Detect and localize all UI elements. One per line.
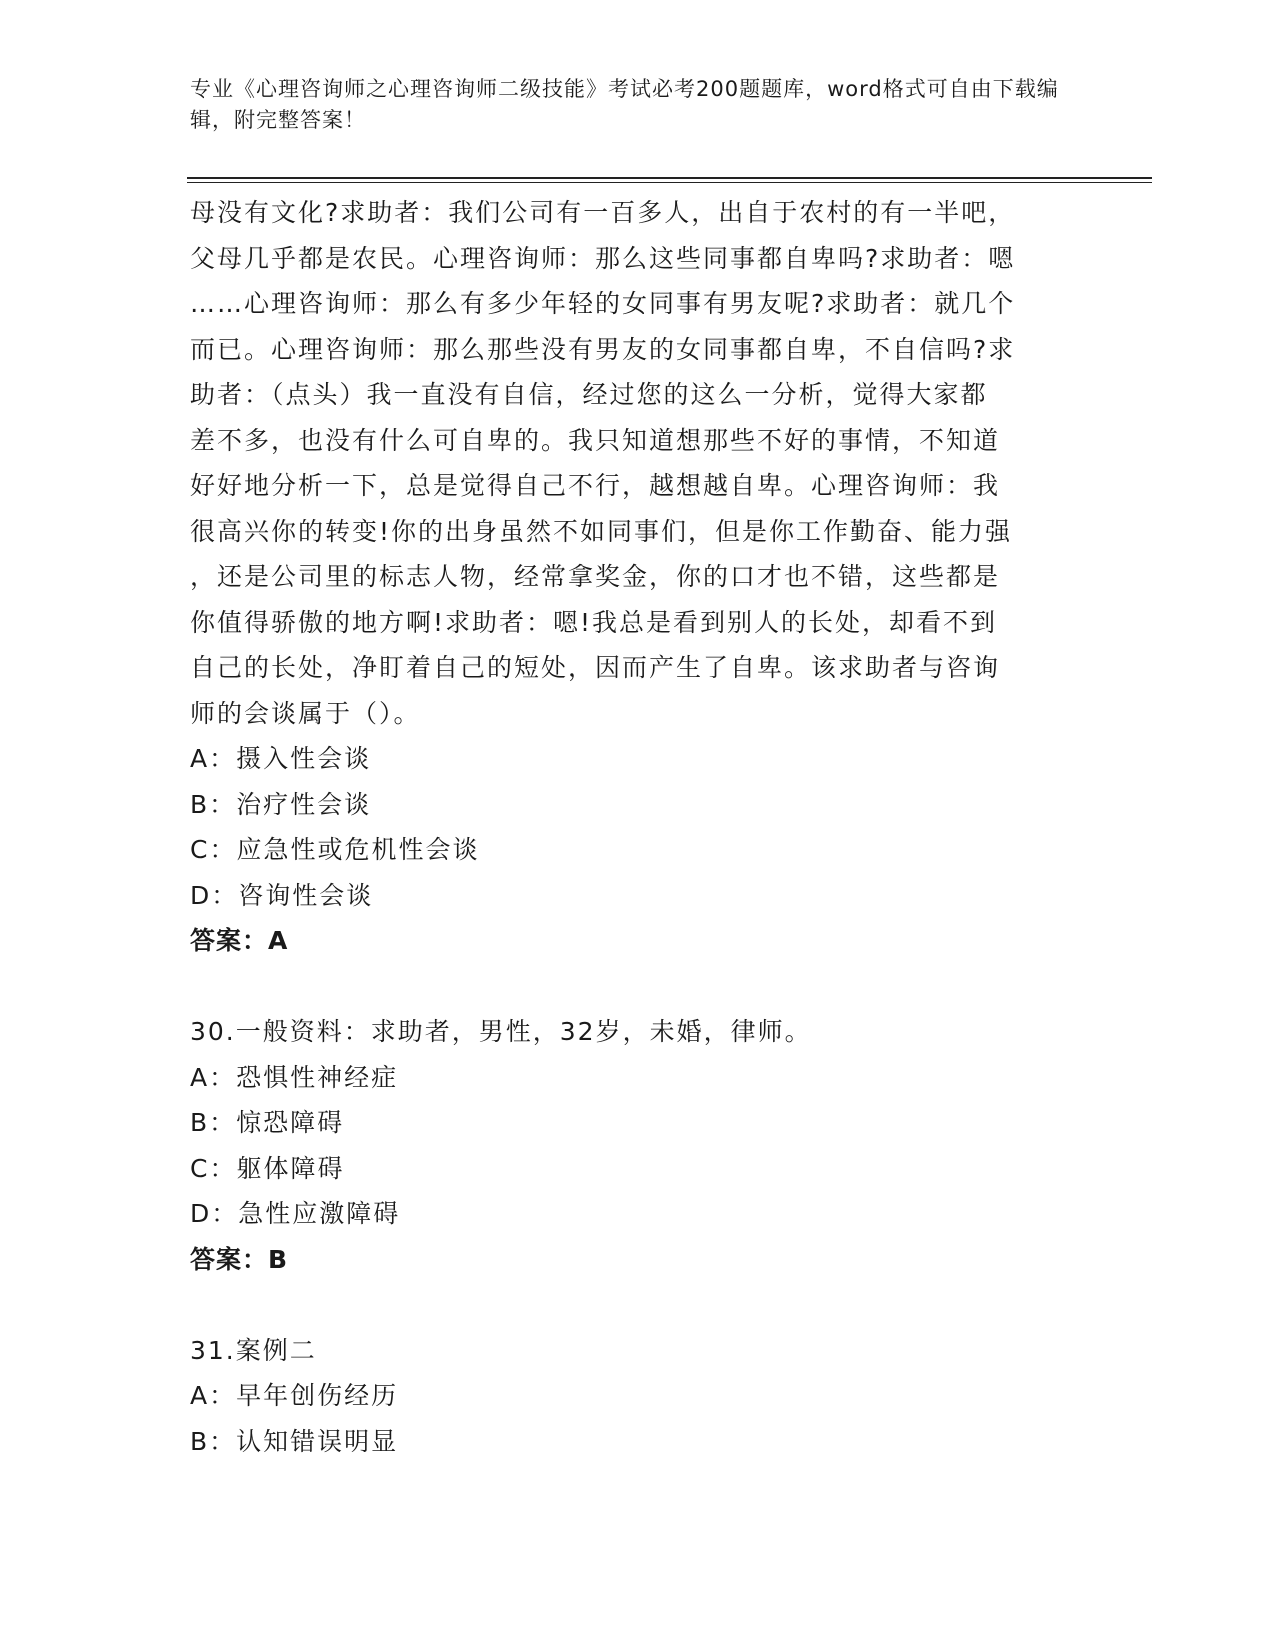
document-body bbox=[190, 190, 1090, 1464]
option-b: B：惊恐障碍 bbox=[190, 1108, 345, 1137]
option-d: D：急性应激障碍 bbox=[190, 1199, 401, 1228]
question-31 bbox=[190, 1328, 1090, 1465]
spacer bbox=[190, 964, 1090, 1010]
question-text-line: 而已。心理咨询师：那么那些没有男友的女同事都自卑，不自信吗?求 bbox=[190, 334, 1016, 364]
question-text-line: 母没有文化?求助者：我们公司有一百多人，出自于农村的有一半吧， bbox=[190, 198, 1016, 227]
question-text-line: 差不多，也没有什么可自卑的。我只知道想那些不好的事情，不知道 bbox=[190, 425, 1001, 455]
question-text-line: 好好地分析一下，总是觉得自己不行，越想越自卑。心理咨询师：我 bbox=[190, 471, 1001, 500]
answer: 答案：A bbox=[190, 926, 289, 955]
question-stem: 31.案例二 bbox=[190, 1335, 317, 1365]
option-c: C：应急性或危机性会谈 bbox=[190, 835, 480, 864]
option-a: A：早年创伤经历 bbox=[190, 1381, 399, 1410]
question-text-line: 自己的长处，净盯着自己的短处，因而产生了自卑。该求助者与咨询 bbox=[190, 653, 1001, 682]
spacer bbox=[190, 1282, 1090, 1328]
document-header bbox=[190, 74, 1090, 136]
question-29 bbox=[190, 190, 1090, 964]
option-a: A：恐惧性神经症 bbox=[190, 1062, 399, 1092]
header-title: 专业《心理咨询师之心理咨询师二级技能》考试必考200题题库，word格式可自由下载编辑，附完整答案！ bbox=[190, 77, 1059, 132]
question-text-line: 师的会谈属于（）。 bbox=[190, 698, 421, 728]
question-text-line: 助者：（点头）我一直没有自信，经过您的这么一分析，觉得大家都 bbox=[190, 380, 988, 409]
question-30 bbox=[190, 1009, 1090, 1282]
header-divider-thick bbox=[187, 177, 1152, 179]
option-a: A：摄入性会谈 bbox=[190, 744, 372, 773]
option-b: B：治疗性会谈 bbox=[190, 789, 372, 819]
question-text-line: ……心理咨询师：那么有多少年轻的女同事有男友呢?求助者：就几个 bbox=[190, 289, 1016, 318]
question-text-line: 你值得骄傲的地方啊!求助者：嗯!我总是看到别人的长处，却看不到 bbox=[190, 607, 998, 637]
question-stem: 30.一般资料：求助者，男性，32岁，未婚，律师。 bbox=[190, 1017, 812, 1046]
option-b: B：认知错误明显 bbox=[190, 1426, 399, 1456]
question-text-line: ，还是公司里的标志人物，经常拿奖金，你的口才也不错，这些都是 bbox=[190, 562, 1001, 591]
option-d: D：咨询性会谈 bbox=[190, 880, 374, 910]
option-c: C：躯体障碍 bbox=[190, 1153, 345, 1183]
question-text-line: 很高兴你的转变!你的出身虽然不如同事们，但是你工作勤奋、能力强 bbox=[190, 516, 1013, 546]
header-divider-thin bbox=[187, 182, 1152, 183]
answer: 答案：B bbox=[190, 1244, 289, 1274]
question-text-line: 父母几乎都是农民。心理咨询师：那么这些同事都自卑吗?求助者：嗯 bbox=[190, 243, 1016, 273]
